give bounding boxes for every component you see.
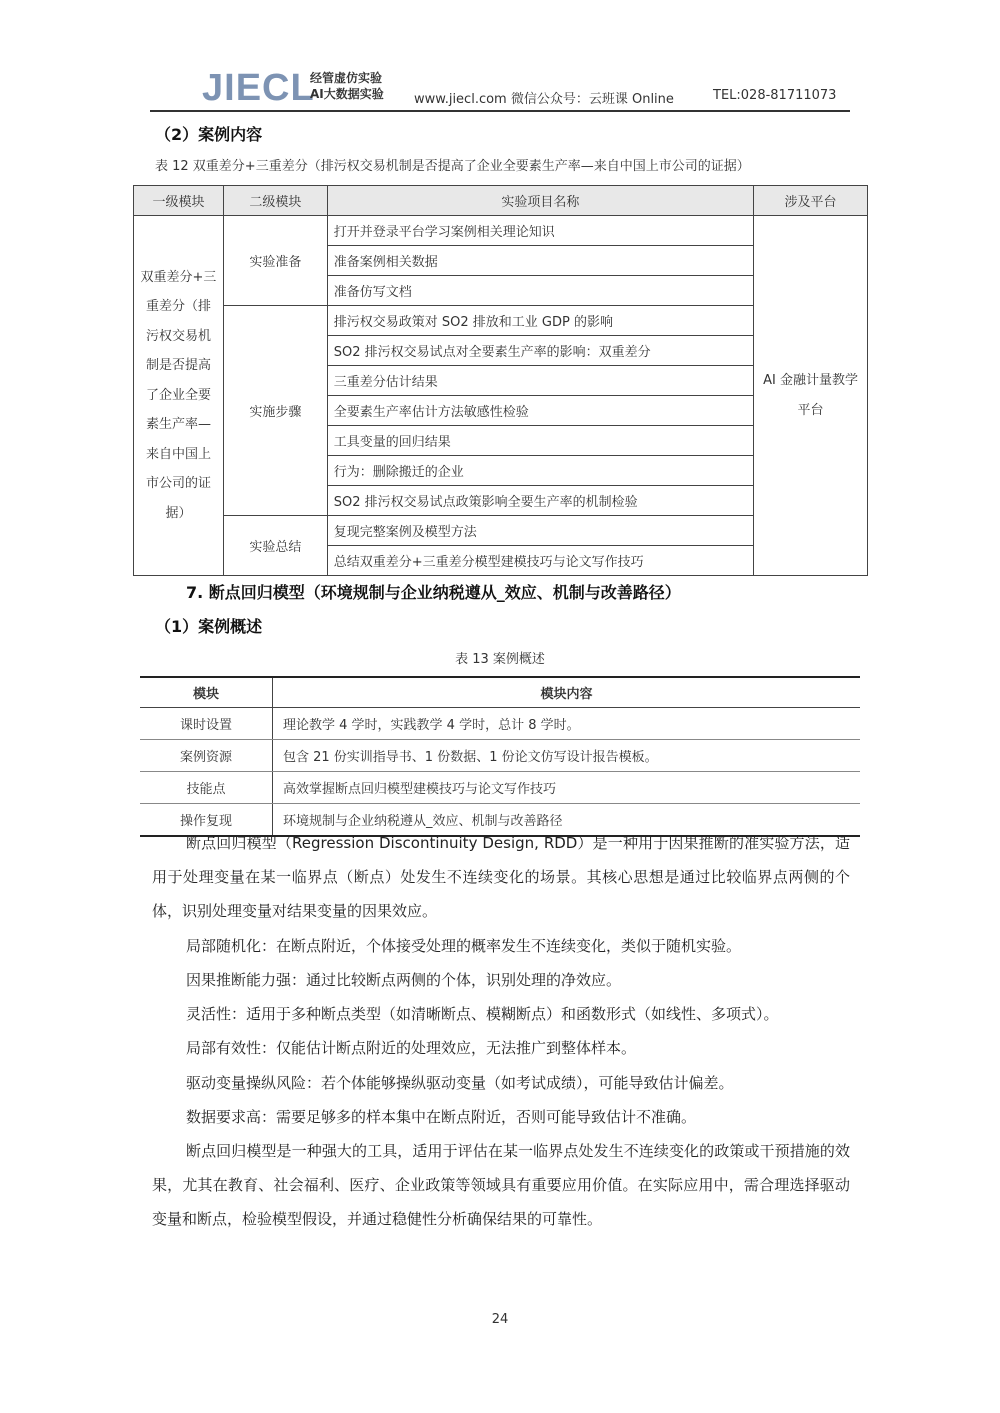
table-13-caption: 表 13 案例概述 xyxy=(455,652,545,667)
experiment-step: 全要素生产率估计方法敏感性检验 xyxy=(327,396,753,426)
page-header xyxy=(150,66,850,112)
table-12 xyxy=(133,185,868,576)
module-content: 环境规制与企业纳税遵从_效应、机制与改善路径 xyxy=(273,804,861,837)
experiment-step: 三重差分估计结果 xyxy=(327,366,753,396)
module-name: 案例资源 xyxy=(140,740,273,772)
experiment-step: SO2 排污权交易试点政策影响全要生产率的机制检验 xyxy=(327,486,753,516)
logo-subtitle: 经管虚仿实验 AI大数据实验 xyxy=(310,71,384,101)
level2-module-cell: 实验总结 xyxy=(223,516,327,576)
column-header: 一级模块 xyxy=(134,186,224,216)
feature-line: 局部随机化：在断点附近，个体接受处理的概率发生不连续变化，类似于随机实验。 xyxy=(186,937,742,955)
level1-module-cell: 双重差分+三重差分（排污权交易机制是否提高了企业全要素生产率—来自中国上市公司的证据） xyxy=(134,216,224,576)
module-name: 课时设置 xyxy=(140,708,273,740)
section-heading: （1）案例概述 xyxy=(155,617,263,636)
experiment-step: 总结双重差分+三重差分模型建模技巧与论文写作技巧 xyxy=(327,546,753,576)
platform-cell: AI 金融计量教学平台 xyxy=(754,216,868,576)
module-content: 理论教学 4 学时，实践教学 4 学时，总计 8 学时。 xyxy=(273,708,861,740)
jiecl-logo: JIECL xyxy=(202,67,315,109)
experiment-step: 行为：删除搬迁的企业 xyxy=(327,456,753,486)
experiment-step: 复现完整案例及模型方法 xyxy=(327,516,753,546)
table-row xyxy=(140,740,860,772)
column-header: 实验项目名称 xyxy=(327,186,753,216)
body-paragraph: 断点回归模型（Regression Discontinuity Design, RDD）是一种用于因果推断的准实验方法，适用于处理变量在某一临界点（断点）处发生不连续变化的场景。其核心思想是通过比较临界点两侧的个体，识别处理变量对结果变量的因果效应。 xyxy=(152,834,850,920)
header-contact-info: www.jiecl.com 微信公众号：云班课 Online xyxy=(414,92,674,107)
experiment-step: 准备仿写文档 xyxy=(327,276,753,306)
module-content: 高效掌握断点回归模型建模技巧与论文写作技巧 xyxy=(273,772,861,804)
table-row xyxy=(140,772,860,804)
experiment-step: SO2 排污权交易试点对全要素生产率的影响：双重差分 xyxy=(327,336,753,366)
table-12-caption: 表 12 双重差分+三重差分（排污权交易机制是否提高了企业全要素生产率—来自中国上市公司的证据） xyxy=(155,159,750,174)
module-name: 技能点 xyxy=(140,772,273,804)
experiment-step: 排污权交易政策对 SO2 排放和工业 GDP 的影响 xyxy=(327,306,753,336)
header-telephone: TEL:028-81711073 xyxy=(713,88,837,103)
table-row xyxy=(140,708,860,740)
table-row xyxy=(134,216,868,246)
table-header-row xyxy=(140,677,860,708)
module-name: 操作复现 xyxy=(140,804,273,837)
feature-line: 因果推断能力强：通过比较断点两侧的个体，识别处理的净效应。 xyxy=(186,971,622,989)
section-heading: （2）案例内容 xyxy=(155,125,263,144)
experiment-step: 打开并登录平台学习案例相关理论知识 xyxy=(327,216,753,246)
column-header: 模块内容 xyxy=(273,677,861,708)
experiment-step: 准备案例相关数据 xyxy=(327,246,753,276)
level2-module-cell: 实施步骤 xyxy=(223,306,327,516)
page-number: 24 xyxy=(491,1312,509,1327)
module-content: 包含 21 份实训指导书、1 份数据、1 份论文仿写设计报告模板。 xyxy=(273,740,861,772)
column-header: 涉及平台 xyxy=(754,186,868,216)
feature-line: 局部有效性：仅能估计断点附近的处理效应，无法推广到整体样本。 xyxy=(186,1039,637,1057)
section-heading: 7. 断点回归模型（环境规制与企业纳税遵从_效应、机制与改善路径） xyxy=(186,583,681,602)
feature-line: 驱动变量操纵风险：若个体能够操纵驱动变量（如考试成绩），可能导致估计偏差。 xyxy=(186,1074,734,1092)
feature-line: 数据要求高：需要足够多的样本集中在断点附近，否则可能导致估计不准确。 xyxy=(186,1108,697,1126)
body-paragraph: 断点回归模型是一种强大的工具，适用于评估在某一临界点处发生不连续变化的政策或干预措施的效果，尤其在教育、社会福利、医疗、企业政策等领域具有重要应用价值。在实际应用中，需合理选择驱动变量和断点，检验模型假设，并通过稳健性分析确保结果的可靠性。 xyxy=(152,1142,850,1228)
experiment-step: 工具变量的回归结果 xyxy=(327,426,753,456)
table-13 xyxy=(140,676,860,837)
feature-line: 灵活性：适用于多种断点类型（如清晰断点、模糊断点）和函数形式（如线性、多项式）。 xyxy=(186,1005,779,1023)
column-header: 模块 xyxy=(140,677,273,708)
level2-module-cell: 实验准备 xyxy=(223,216,327,306)
column-header: 二级模块 xyxy=(223,186,327,216)
table-header-row xyxy=(134,186,868,216)
